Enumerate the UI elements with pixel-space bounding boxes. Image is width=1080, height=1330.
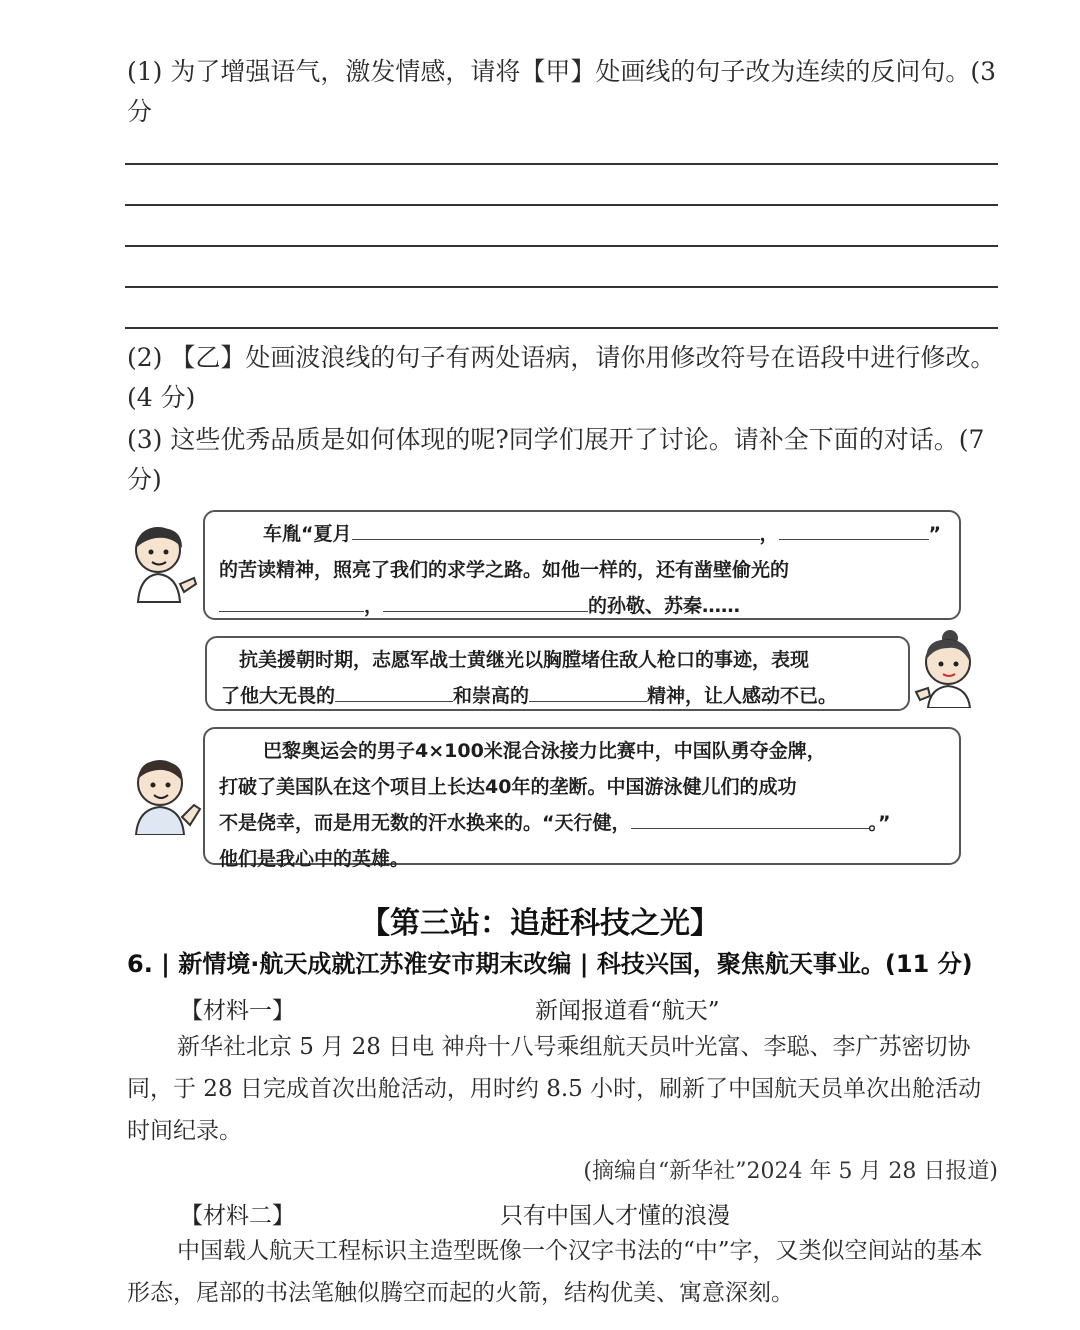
fill-blank[interactable] (631, 806, 869, 829)
fill-blank[interactable] (352, 517, 760, 540)
dialogue-bubble-3 (203, 727, 961, 870)
answer-line[interactable] (125, 327, 998, 329)
material-2-text: 中国载人航天工程标识主造型既像一个汉字书法的“中”字，又类似空间站的基本形态，尾部的书法笔触似腾空而起的火箭，结构优美、寓意深刻。 (127, 1238, 983, 1306)
girl-avatar-icon (912, 628, 978, 708)
dialogue-text: 了他大无畏的 (221, 685, 336, 707)
dialogue-text: 精神，让人感动不已。 (647, 685, 838, 707)
question-2-line-1: (2) 【乙】处画波浪线的句子有两处语病，请你用修改符号在语段中进行修改。 (127, 343, 996, 372)
dialogue-text: ， (759, 523, 779, 545)
dialogue-text: 他们是我心中的英雄。 (219, 848, 410, 870)
dialogue-text: 打破了美国队在这个项目上长达40年的垄断。中国游泳健儿们的成功 (219, 776, 797, 798)
material-1-title: 新闻报道看“航天” (535, 998, 720, 1024)
dialogue-text: 和崇高的 (453, 685, 530, 707)
question-6-heading: 6. | 新情境·航天成就江苏淮安市期末改编 | 科技兴国，聚焦航天事业。(11 分) (127, 950, 973, 978)
dialogue-text: 巴黎奥运会的男子4×100米混合泳接力比赛中，中国队勇夺金牌， (263, 740, 826, 762)
question-3-line-1: (3) 这些优秀品质是如何体现的呢?同学们展开了讨论。请补全下面的对话。(7 (127, 425, 985, 454)
question-1-line-1: (1) 为了增强语气，激发情感，请将【甲】处画线的句子改为连续的反问句。(3 (127, 57, 997, 86)
question-3-line-2: 分) (127, 465, 162, 494)
dialogue-text: 的苦读精神，照亮了我们的求学之路。如他一样的，还有凿壁偷光的 (219, 559, 790, 581)
material-2-title: 只有中国人才懂的浪漫 (500, 1203, 730, 1229)
answer-line[interactable] (125, 163, 998, 165)
answer-line[interactable] (125, 204, 998, 206)
section-title: 【第三站：追赶科技之光】 (360, 906, 720, 941)
material-1-source: (摘编自“新华社”2024 年 5 月 28 日报道) (583, 1159, 998, 1184)
question-1-line-2: 分 (127, 97, 153, 126)
dialogue-text: 车胤“夏月 (263, 523, 352, 545)
boy-thumbs-avatar-icon (128, 755, 202, 835)
fill-blank[interactable] (779, 517, 929, 540)
material-2-label: 【材料二】 (180, 1203, 295, 1229)
answer-line[interactable] (125, 245, 998, 247)
material-1-label: 【材料一】 (180, 998, 295, 1024)
dialogue-bubble-1 (203, 510, 961, 620)
question-2-line-2: (4 分) (127, 383, 196, 412)
fill-blank[interactable] (335, 679, 453, 702)
dialogue-text: 抗美援朝时期，志愿军战士黄继光以胸膛堵住敌人枪口的事迹，表现 (239, 649, 810, 671)
boy-avatar-icon (126, 522, 200, 604)
dialogue-text: ， (364, 595, 384, 617)
dialogue-text: 不是侥幸，而是用无数的汗水换来的。“天行健， (219, 812, 631, 834)
fill-blank[interactable] (529, 679, 647, 702)
dialogue-text: 的孙敬、苏秦…… (588, 595, 741, 617)
dialogue-bubble-2 (205, 636, 910, 711)
dialogue-text: 。” (868, 812, 891, 834)
material-1-text: 新华社北京 5 月 28 日电 神舟十八号乘组航天员叶光富、李聪、李广苏密切协同，于 28 日完成首次出舱活动，用时约 8.5 小时，刷新了中国航天员单次出舱活动时间纪录。 (127, 1034, 982, 1144)
fill-blank[interactable] (219, 589, 364, 612)
dialogue-text: ” (928, 523, 942, 545)
fill-blank[interactable] (383, 589, 588, 612)
answer-line[interactable] (125, 286, 998, 288)
